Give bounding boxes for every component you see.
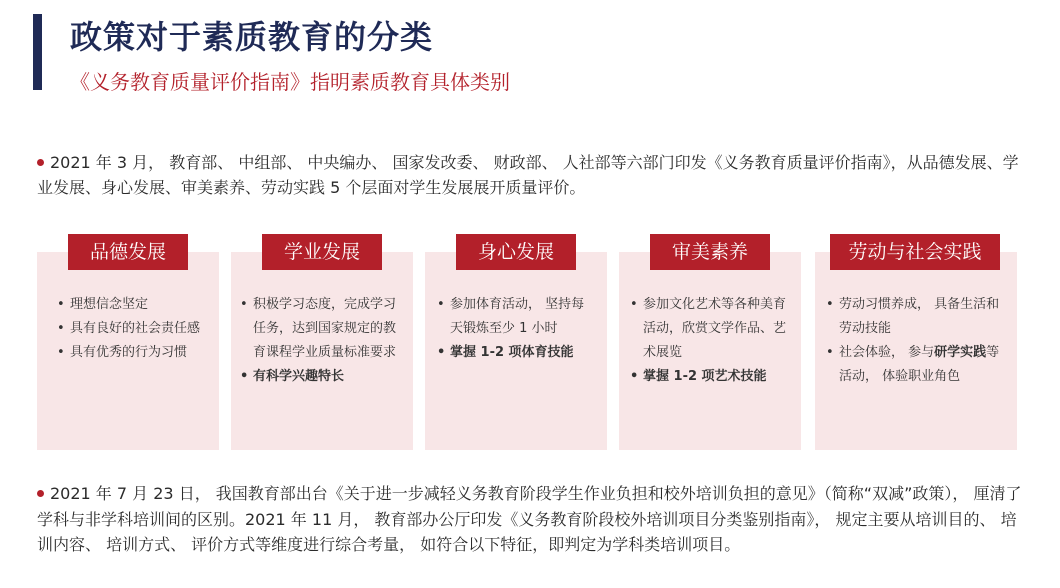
card-physical-title: 身心发展 <box>456 234 576 270</box>
double-reduction-text: 2021 年 7 月 23 日， 我国教育部出台《关于进一步减轻义务教育阶段学生作业负担和校外培训负担的意见》（简称“双减”政策）， 厘清了学科与非学科培训间的区别。2021 年 11 月， 教育部办公厅印发《义务教育阶段校外培训项目分类鉴别指南》， 规定主要从培训目的、 培训内容、 培训方式、 评价方式等维度进行综合考量， 如符合以下特征，即判定为学科类培训项目。 <box>37 484 1022 554</box>
double-reduction-paragraph <box>37 481 1027 558</box>
card-academic-list <box>240 293 404 389</box>
card-academic-title: 学业发展 <box>262 234 382 270</box>
card-labor-list <box>826 293 1006 389</box>
bullet-dot-icon <box>37 490 44 497</box>
list-item: • 参加文化艺术等各种美育活动，欣赏文学作品、艺术展览 <box>630 293 794 365</box>
title-accent-bar <box>33 14 42 90</box>
card-physical-list <box>437 293 597 365</box>
list-item: • 具有良好的社会责任感 <box>57 317 205 341</box>
card-moral-title: 品德发展 <box>68 234 188 270</box>
list-item: • 理想信念坚定 <box>57 293 205 317</box>
intro-paragraph <box>37 150 1027 200</box>
list-item: • 有科学兴趣特长 <box>240 365 404 389</box>
card-aesthetic-list <box>630 293 794 389</box>
card-labor-title: 劳动与社会实践 <box>830 234 1000 270</box>
card-aesthetic-title: 审美素养 <box>650 234 770 270</box>
list-item: • 社会体验， 参与研学实践等活动， 体验职业角色 <box>826 341 1006 389</box>
bullet-dot-icon <box>37 159 44 166</box>
list-item: • 参加体育活动， 坚持每天锻炼至少 1 小时 <box>437 293 597 341</box>
card-moral-list <box>57 293 205 365</box>
page-title: 政策对于素质教育的分类 <box>70 18 434 56</box>
intro-text: 2021 年 3 月， 教育部、 中组部、 中央编办、 国家发改委、 财政部、 人社部等六部门印发《义务教育质量评价指南》，从品德发展、学业发展、身心发展、审美素养、劳动实践 5 个层面对学生发展展开质量评价。 <box>37 153 1019 197</box>
list-item: • 掌握 1-2 项艺术技能 <box>630 365 794 389</box>
list-item: • 掌握 1-2 项体育技能 <box>437 341 597 365</box>
list-item: • 积极学习态度，完成学习任务，达到国家规定的教育课程学业质量标准要求 <box>240 293 404 365</box>
list-item: • 劳动习惯养成， 具备生活和劳动技能 <box>826 293 1006 341</box>
page-subtitle: 《义务教育质量评价指南》指明素质教育具体类别 <box>70 70 510 94</box>
list-item: • 具有优秀的行为习惯 <box>57 341 205 365</box>
